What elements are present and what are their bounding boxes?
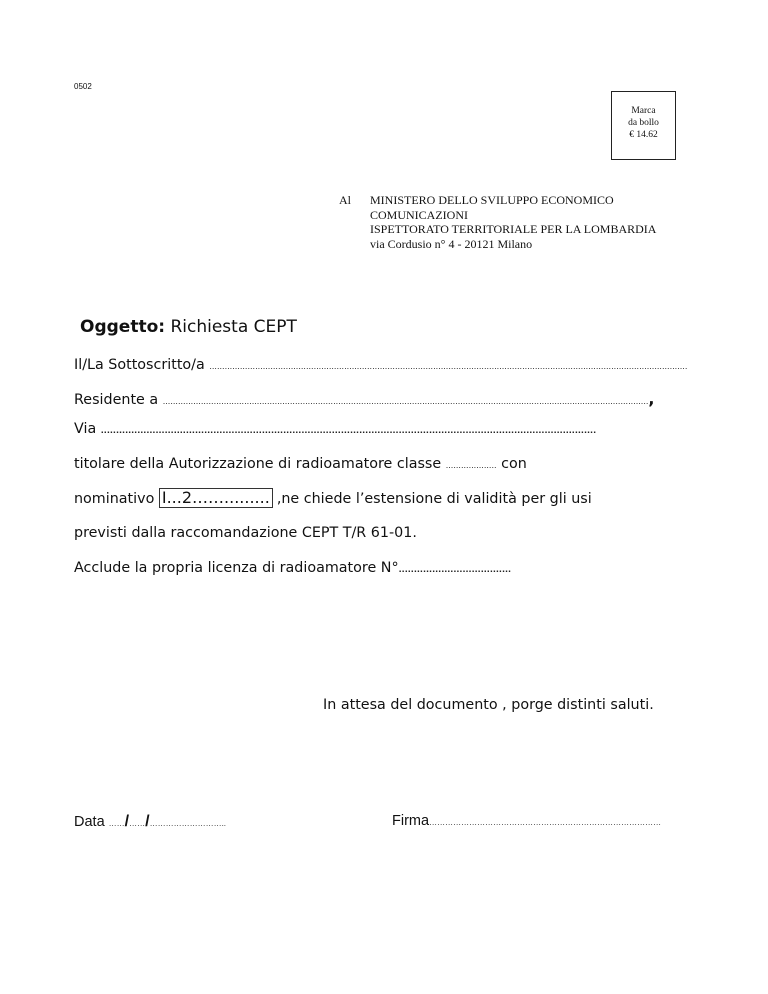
subject-text: Richiesta CEPT <box>170 317 297 337</box>
date-label: Data <box>74 814 105 830</box>
date-day-field[interactable]: …… <box>108 819 125 828</box>
revenue-stamp-box <box>611 91 676 160</box>
resident-comma: , <box>648 389 655 408</box>
subject-line <box>80 317 297 337</box>
extension-text: ,ne chiede l’estensione di validità per gli usi <box>276 491 592 507</box>
callsign-field[interactable]: I...2……......... <box>159 488 273 508</box>
undersigned-line <box>74 357 687 373</box>
stamp-line-3: € 14.62 <box>629 130 658 140</box>
street-label: Via <box>74 421 97 437</box>
date-year-field[interactable]: ……………………….. <box>149 819 227 828</box>
street-line <box>74 421 596 437</box>
con-text: con <box>501 456 527 472</box>
resident-line <box>74 389 655 408</box>
callsign-line <box>74 488 592 508</box>
license-holder-text: titolare della Autorizzazione di radioamatore classe <box>74 456 442 472</box>
stamp-line-2: da bollo <box>628 118 659 128</box>
class-field[interactable]: .................... <box>445 461 497 470</box>
resident-field[interactable]: ............................................................................................................................................................................................... <box>162 397 649 406</box>
street-field[interactable]: ................................................................................................................................................................... <box>100 426 597 435</box>
license-number-field[interactable]: ..................................... <box>398 565 512 574</box>
address-line-1: MINISTERO DELLO SVILUPPO ECONOMICO <box>370 193 614 207</box>
attaches-text: Acclude la propria licenza di radioamatore N° <box>74 560 399 576</box>
subject-label: Oggetto: <box>80 317 166 337</box>
closing-greeting: In attesa del documento , porge distinti saluti. <box>323 697 654 713</box>
license-holder-line <box>74 456 527 472</box>
date-slash-1: / <box>124 813 130 830</box>
recipient-address <box>370 193 656 251</box>
resident-label: Residente a <box>74 392 159 408</box>
date-slash-2: / <box>145 813 150 830</box>
signature-field[interactable]: …………………………………………………………………………… <box>429 818 662 827</box>
cept-line: previsti dalla raccomandazione CEPT T/R 61-01. <box>74 525 417 541</box>
address-line-2: COMUNICAZIONI <box>370 207 468 222</box>
form-code: 0502 <box>74 82 92 91</box>
signature-line <box>392 813 661 829</box>
callsign-label: nominativo <box>74 491 155 507</box>
address-line-3: ISPETTORATO TERRITORIALE PER LA LOMBARDIA <box>370 222 657 236</box>
date-month-field[interactable]: …… <box>129 819 146 828</box>
undersigned-field[interactable]: ............................................................................................................................................................................................ <box>209 362 688 371</box>
attaches-line <box>74 560 511 576</box>
address-line-4: via Cordusio n° 4 - 20121 Milano <box>370 236 533 251</box>
signature-label: Firma <box>392 813 430 829</box>
recipient-label: Al <box>339 193 351 207</box>
date-line <box>74 813 226 831</box>
undersigned-label: Il/La Sottoscritto/a <box>74 357 205 373</box>
stamp-line-1: Marca <box>631 106 656 116</box>
